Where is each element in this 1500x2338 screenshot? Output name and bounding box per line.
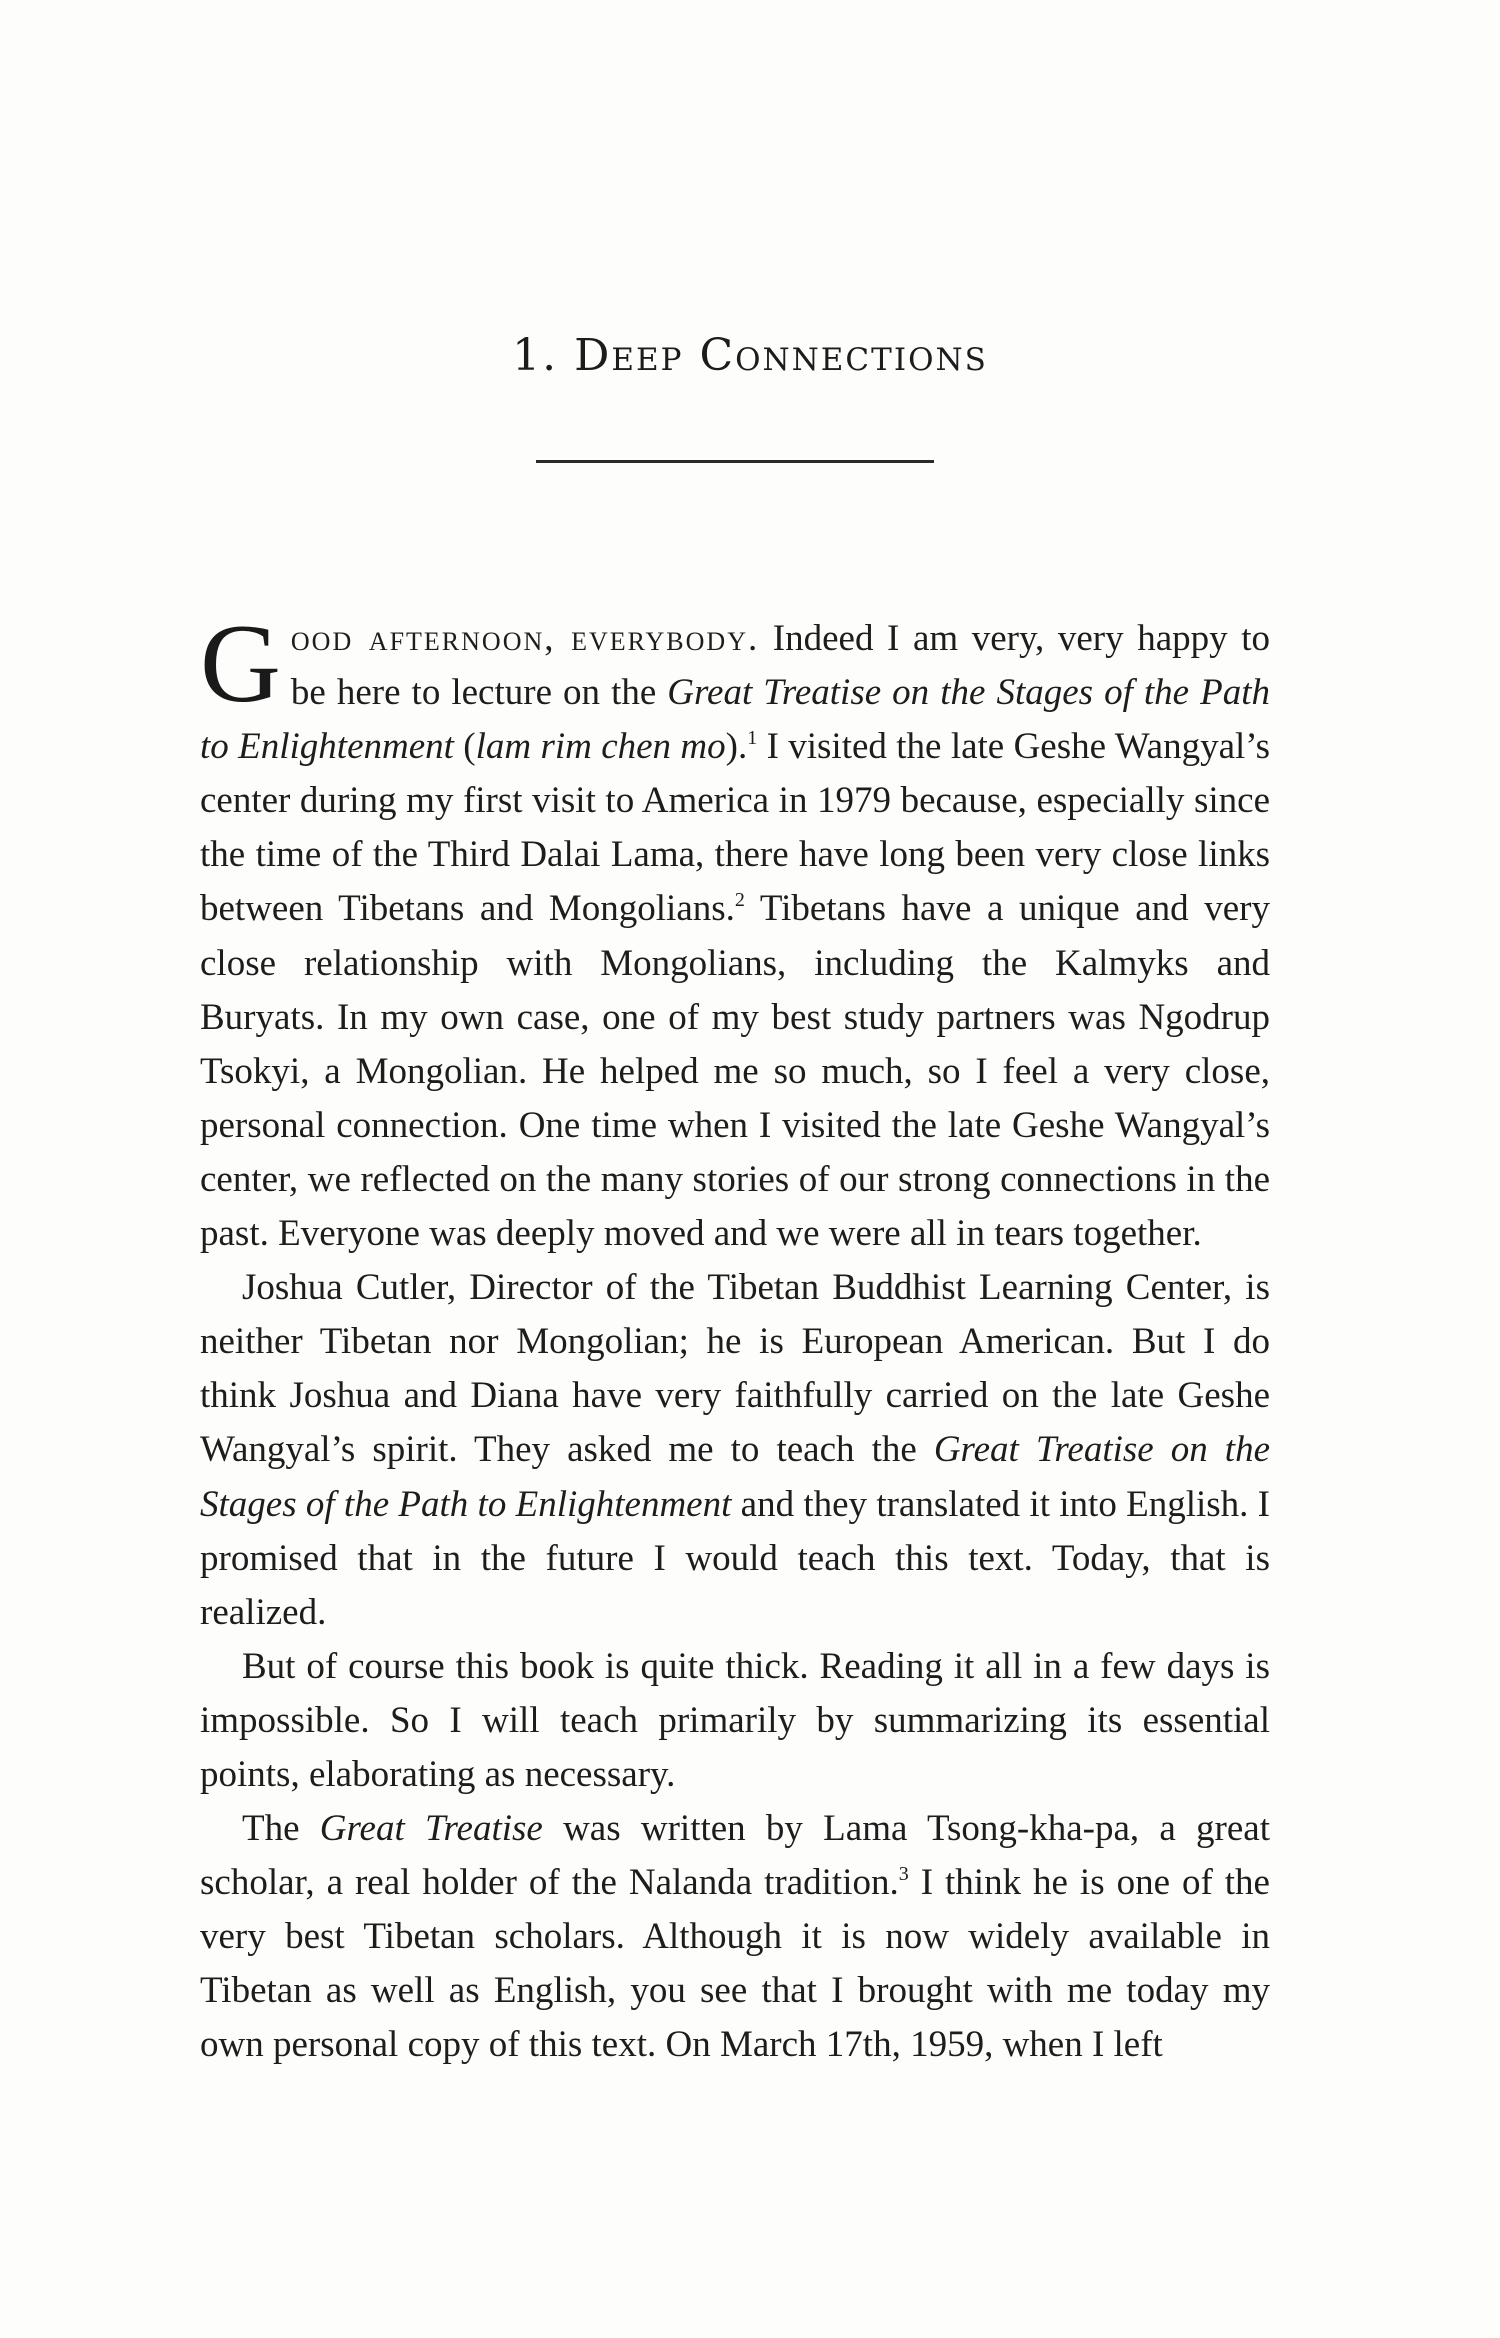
footnote-ref-2[interactable]: 2 [734,889,745,912]
paragraph-text: I visited the late Geshe Wangyal’s center during my first visit to America in 1979 because, especially since the time of the Third Dalai Lama, there have long been very close links between Tibetans and Mongolians. [200,726,1270,930]
paragraph-text: Indeed I am very, very happy to be here to lecture on the [290,618,1270,714]
chapter-body [200,602,1271,2073]
paragraph-text: ( [453,726,476,768]
lead-in: ood afternoon, everybody. [290,618,760,659]
paragraph-text: But of course this book is quite thick. Reading it all in a few days is impossible. So I will teach primarily by summarizing its essential points, elaborating as necessary. [200,1645,1270,1795]
footnote-ref-1[interactable]: 1 [747,727,758,750]
paragraph-text: I think he is one of the very best Tibetan scholars. Although it is now widely available in Tibetan as well as English, you see that I brought with me today my own personal copy of this text. On March 17th, 1959, when I left [200,1862,1270,2066]
paragraph-text: was written by Lama Tsong-kha-pa, a great scholar, a real holder of the Nalanda tradition. [200,1808,1270,1904]
book-title: Great Treatise [319,1808,543,1850]
paragraph-1 [200,602,1271,1261]
paragraph-4 [200,1802,1270,2072]
book-title: Great Treatise on the Stages of the Path to Enlightenment [200,672,1270,768]
paragraph-text: ). [725,726,748,768]
paragraph-text: and they translated it into English. I promised that in the future I would teach this text. Today, that is realized. [200,1483,1270,1633]
tibetan-title: lam rim chen mo [475,726,726,768]
paragraph-text: The [242,1808,320,1850]
paragraph-text: Tibetans have a unique and very close relationship with Mongolians, including the Kalmyks and Buryats. In my own case, one of my best study partners was Ngodrup Tsokyi, a Mongolian. He helped me so much, so I feel a very close, personal connection. One time when I visited the late Geshe Wangyal’s center, we reflected on the many stories of our strong connections in the past. Everyone was deeply moved and we were all in tears together. [200,888,1271,1255]
book-title: Great Treatise on the Stages of the Path to Enlightenment [200,1429,1271,1525]
drop-cap: G [200,602,281,726]
title-divider [536,460,934,463]
paragraph-2 [200,1261,1270,1640]
chapter-title: 1. Deep Connections [512,330,988,381]
footnote-ref-3[interactable]: 3 [898,1863,909,1886]
paragraph-3 [200,1640,1270,1802]
paragraph-text: Joshua Cutler, Director of the Tibetan Buddhist Learning Center, is neither Tibetan nor Mongolian; he is European American. But I do think Joshua and Diana have very faithfully carried on the late Geshe Wangyal’s spirit. They asked me to teach the [200,1267,1270,1471]
